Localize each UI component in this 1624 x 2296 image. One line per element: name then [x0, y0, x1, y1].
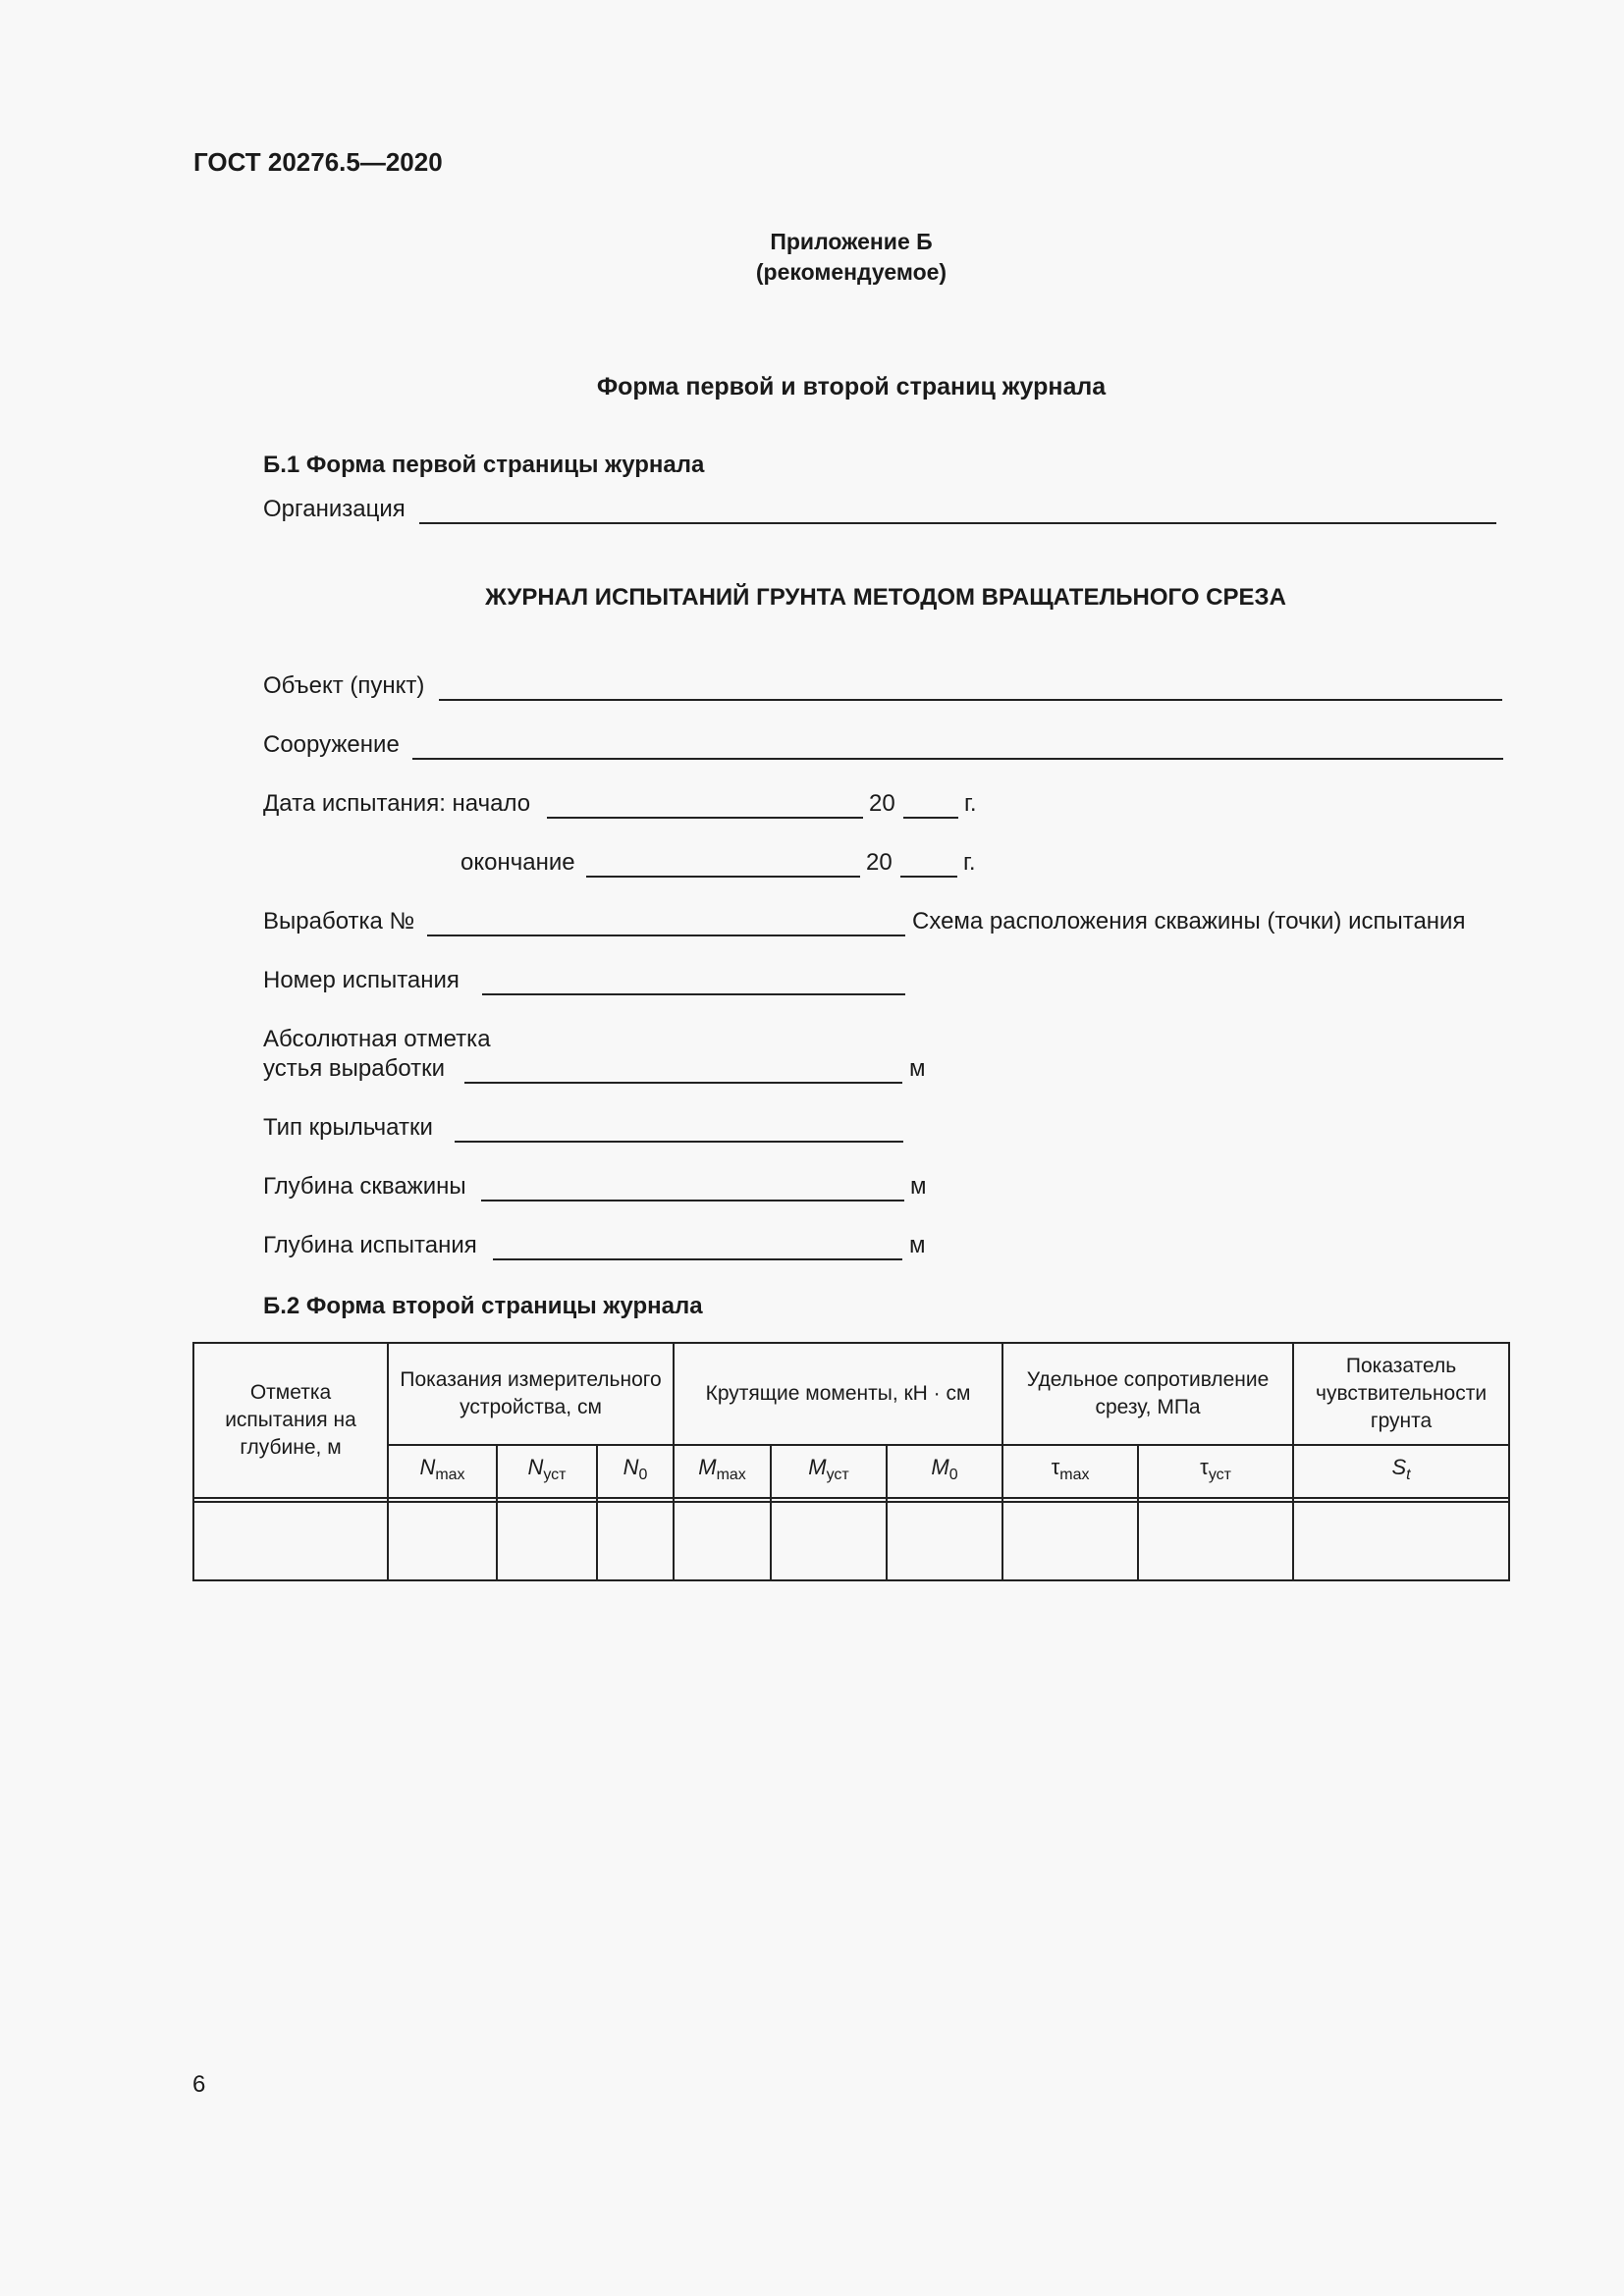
excavation-label: Выработка № — [263, 908, 415, 934]
table-cell[interactable] — [388, 1502, 497, 1580]
journal-table — [192, 1342, 1510, 1581]
table-cell[interactable] — [1293, 1502, 1509, 1580]
date-start-year-prefix: 20 — [869, 790, 895, 817]
abs-mark-unit: м — [909, 1055, 926, 1082]
table-cell[interactable] — [497, 1502, 597, 1580]
table-cell[interactable] — [1002, 1502, 1138, 1580]
form-title: Форма первой и второй страниц журнала — [596, 373, 1107, 400]
impeller-label: Тип крыльчатки — [263, 1114, 433, 1141]
table-cell[interactable] — [193, 1502, 388, 1580]
subheader-n-0: $N_0$ — [597, 1445, 674, 1498]
structure-field[interactable] — [412, 758, 1503, 760]
organization-field[interactable] — [419, 522, 1496, 524]
date-end-label: окончание — [460, 849, 575, 876]
impeller-field[interactable] — [455, 1141, 903, 1143]
section-1-heading: Б.1 Форма первой страницы журнала — [263, 452, 705, 478]
date-start-year-suffix: г. — [964, 790, 977, 817]
structure-label: Сооружение — [263, 731, 400, 758]
table-cell[interactable] — [887, 1502, 1002, 1580]
scheme-label: Схема расположения скважины (точки) испытания — [912, 908, 1466, 934]
section-2-heading: Б.2 Форма второй страницы журнала — [263, 1293, 703, 1319]
table-cell[interactable] — [597, 1502, 674, 1580]
header-resistance: Удельное сопротивление срезу, МПа — [1002, 1343, 1293, 1445]
date-start-label: Дата испытания: начало — [263, 790, 531, 817]
subheader-s-t: $S_t$ — [1293, 1445, 1509, 1498]
date-start-year-field[interactable] — [903, 817, 958, 819]
annex-status: (рекомендуемое) — [755, 259, 947, 285]
header-sensitivity: Показатель чувствительности грунта — [1293, 1343, 1509, 1445]
date-end-year-field[interactable] — [900, 876, 957, 878]
date-end-year-suffix: г. — [963, 849, 976, 876]
well-depth-field[interactable] — [481, 1200, 904, 1201]
test-number-label: Номер испытания — [263, 967, 460, 993]
subheader-m-ust: $M_{уст}$ — [771, 1445, 887, 1498]
document-id: ГОСТ 20276.5—2020 — [193, 147, 443, 177]
annex-title: Приложение Б — [770, 229, 933, 254]
table-cell[interactable] — [674, 1502, 771, 1580]
excavation-field[interactable] — [427, 934, 905, 936]
subheader-t-ust: $\tau_{уст}$ — [1138, 1445, 1293, 1498]
abs-mark-field[interactable] — [464, 1082, 902, 1084]
test-depth-label: Глубина испытания — [263, 1232, 477, 1258]
test-depth-unit: м — [909, 1232, 926, 1258]
object-field[interactable] — [439, 699, 1502, 701]
well-depth-unit: м — [910, 1173, 927, 1200]
date-end-year-prefix: 20 — [866, 849, 893, 876]
abs-mark-label-2: устья выработки — [263, 1055, 446, 1082]
test-number-field[interactable] — [482, 993, 905, 995]
header-mark: Отметка испытания на глубине, м — [193, 1343, 388, 1498]
organization-label: Организация — [263, 496, 406, 522]
subheader-m-max: $M_{max}$ — [674, 1445, 771, 1498]
date-start-field[interactable] — [547, 817, 863, 819]
header-readings: Показания измерительного устройства, см — [388, 1343, 674, 1445]
subheader-n-max: $N_{max}$ — [388, 1445, 497, 1498]
page-number: 6 — [192, 2071, 206, 2098]
well-depth-label: Глубина скважины — [263, 1173, 466, 1200]
abs-mark-label-1: Абсолютная отметка — [263, 1026, 491, 1052]
subheader-n-ust: $N_{уст}$ — [497, 1445, 597, 1498]
header-torque: Крутящие моменты, кН · см — [674, 1343, 1002, 1445]
object-label: Объект (пункт) — [263, 672, 425, 699]
date-end-field[interactable] — [586, 876, 860, 878]
subheader-t-max: $\tau_{max}$ — [1002, 1445, 1138, 1498]
subheader-m-0: $M_0$ — [887, 1445, 1002, 1498]
test-depth-field[interactable] — [493, 1258, 902, 1260]
table-cell[interactable] — [1138, 1502, 1293, 1580]
journal-title: ЖУРНАЛ ИСПЫТАНИЙ ГРУНТА МЕТОДОМ ВРАЩАТЕЛЬНОГО СРЕЗА — [485, 584, 1286, 611]
table-cell[interactable] — [771, 1502, 887, 1580]
